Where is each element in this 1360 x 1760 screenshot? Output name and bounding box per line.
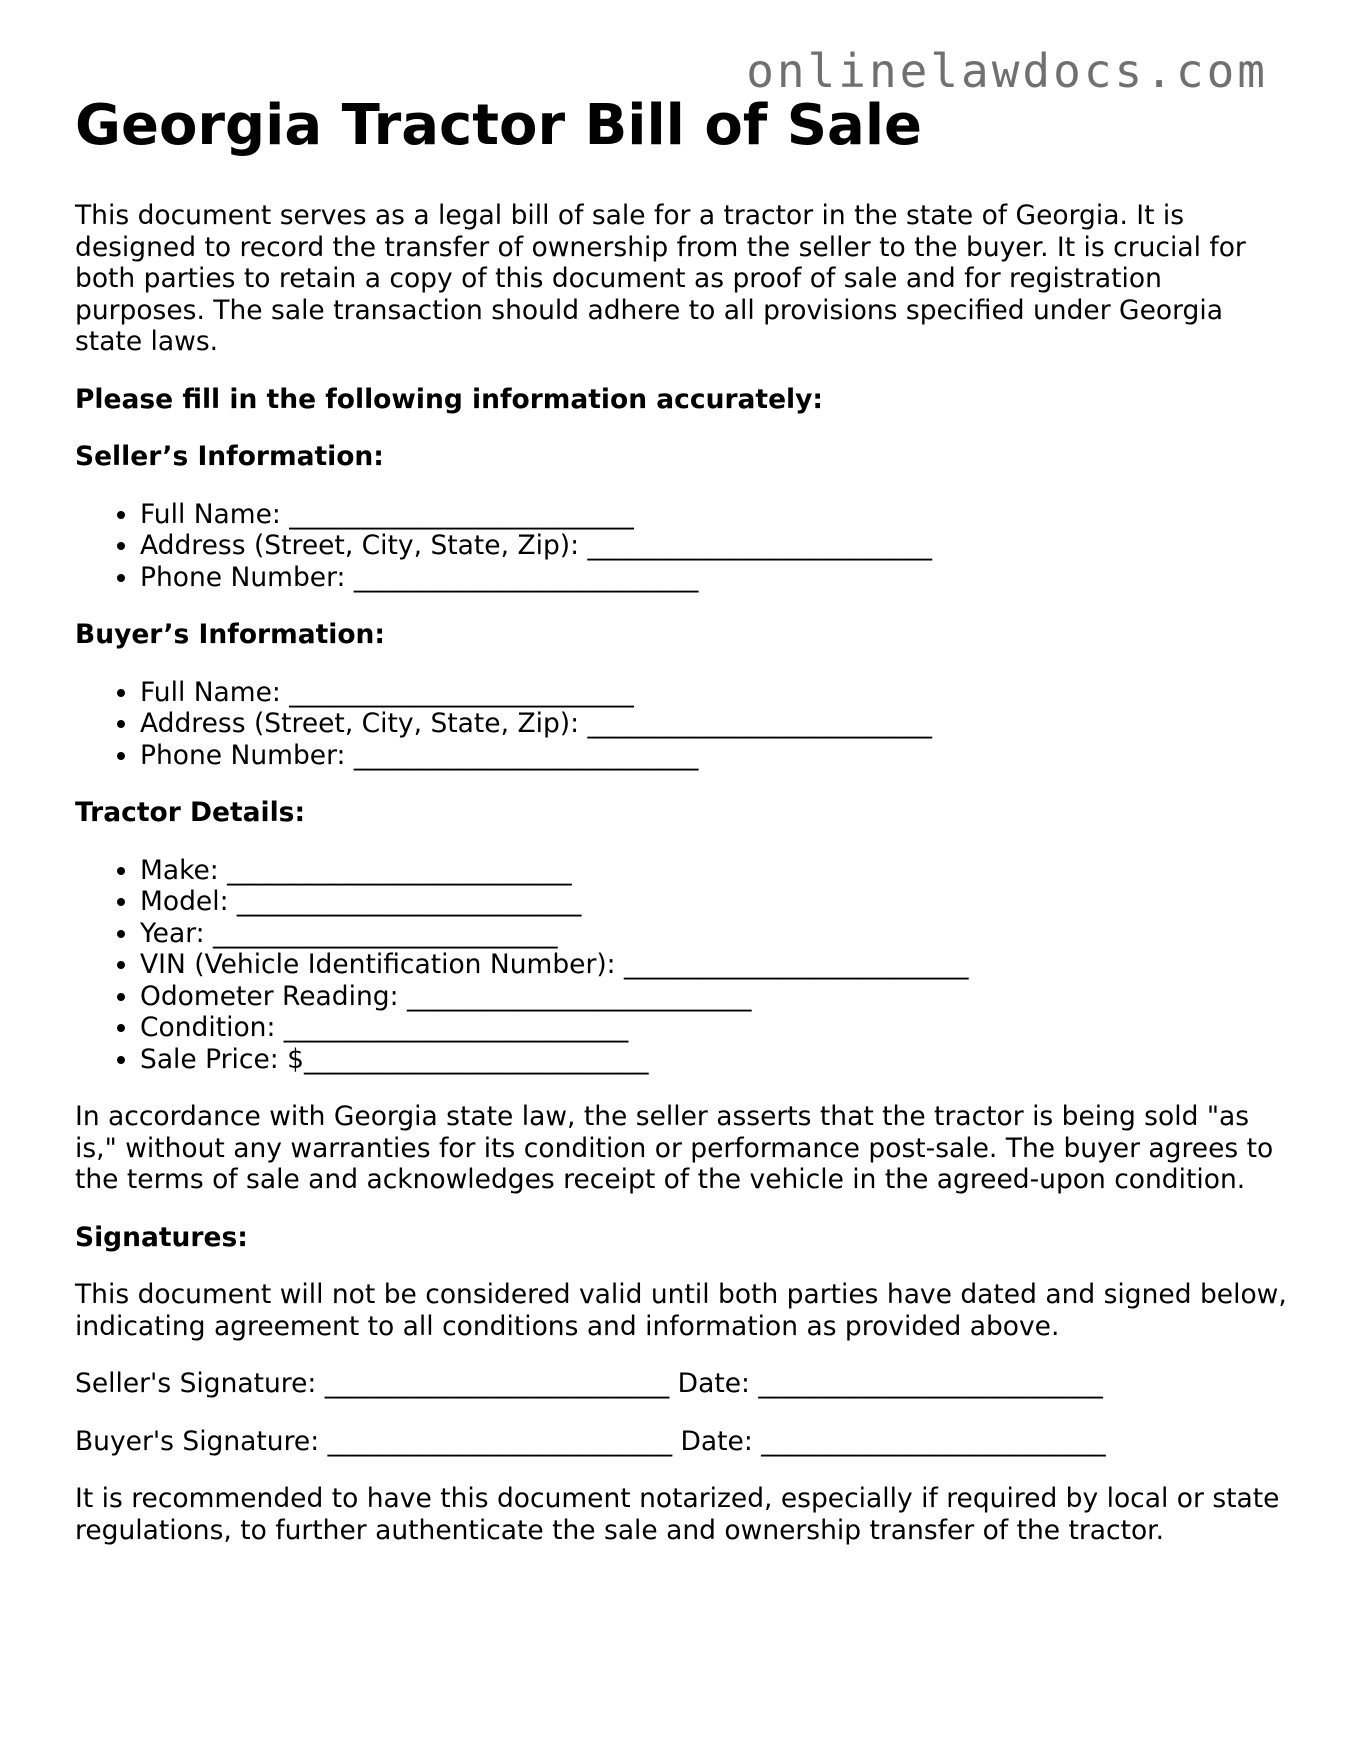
instruction-heading: Please fill in the following information accurately: — [75, 383, 824, 415]
buyer-address-field[interactable]: • Address (Street, City, State, Zip): __________________________ — [140, 708, 1290, 740]
intro-paragraph: This document serves as a legal bill of sale for a tractor in the state of Georgia. It is designed to record the transfer of ownership from the seller to the buyer. It is crucial for both parties to retain a copy of this document as proof of sale and for registration purposes. The sale transaction should adhere to all provisions specified under Georgia state laws. — [75, 200, 1246, 357]
tractor-details-heading: Tractor Details: — [75, 797, 306, 828]
document-page — [75, 92, 1290, 1572]
tractor-model-field[interactable]: • Model: __________________________ — [140, 886, 1290, 918]
signatures-paragraph: This document will not be considered valid until both parties have dated and signed below, indicating agreement to all conditions and information as provided above. — [75, 1279, 1287, 1342]
as-is-paragraph: In accordance with Georgia state law, the seller asserts that the tractor is being sold "as is," without any warranties for its condition or performance post-sale. The buyer agrees to the terms of sale and acknowledges receipt of the vehicle in the agreed-upon condition. — [75, 1101, 1274, 1195]
seller-address-field[interactable]: • Address (Street, City, State, Zip): __________________________ — [140, 530, 1290, 562]
buyer-signature-line[interactable]: Buyer's Signature: __________________________ Date: __________________________ — [75, 1425, 1106, 1457]
tractor-odometer-field[interactable]: • Odometer Reading: __________________________ — [140, 981, 1290, 1013]
buyer-info-list — [75, 677, 1290, 772]
notary-paragraph: It is recommended to have this document notarized, especially if required by local or state regulations, to further authenticate the sale and ownership transfer of the tractor. — [75, 1483, 1280, 1546]
tractor-year-field[interactable]: • Year: __________________________ — [140, 918, 1290, 950]
document-title: Georgia Tractor Bill of Sale — [75, 93, 922, 158]
tractor-vin-field[interactable]: • VIN (Vehicle Identification Number): __________________________ — [140, 949, 1290, 981]
seller-info-heading: Seller’s Information: — [75, 441, 384, 472]
seller-phone-field[interactable]: • Phone Number: __________________________ — [140, 562, 1290, 594]
seller-signature-line[interactable]: Seller's Signature: __________________________ Date: __________________________ — [75, 1368, 1103, 1399]
tractor-condition-field[interactable]: • Condition: __________________________ — [140, 1012, 1290, 1044]
watermark: onlinelawdocs.com — [746, 44, 1268, 98]
buyer-full-name-field[interactable]: • Full Name: __________________________ — [140, 677, 1290, 709]
tractor-make-field[interactable]: • Make: __________________________ — [140, 855, 1290, 887]
tractor-details-list — [75, 855, 1290, 1076]
seller-info-list — [75, 499, 1290, 594]
seller-full-name-field[interactable]: • Full Name: __________________________ — [140, 499, 1290, 531]
buyer-info-heading: Buyer’s Information: — [75, 619, 386, 650]
tractor-sale-price-field[interactable]: • Sale Price: $__________________________ — [140, 1044, 1290, 1076]
signatures-heading: Signatures: — [75, 1221, 248, 1253]
buyer-phone-field[interactable]: • Phone Number: __________________________ — [140, 740, 1290, 772]
